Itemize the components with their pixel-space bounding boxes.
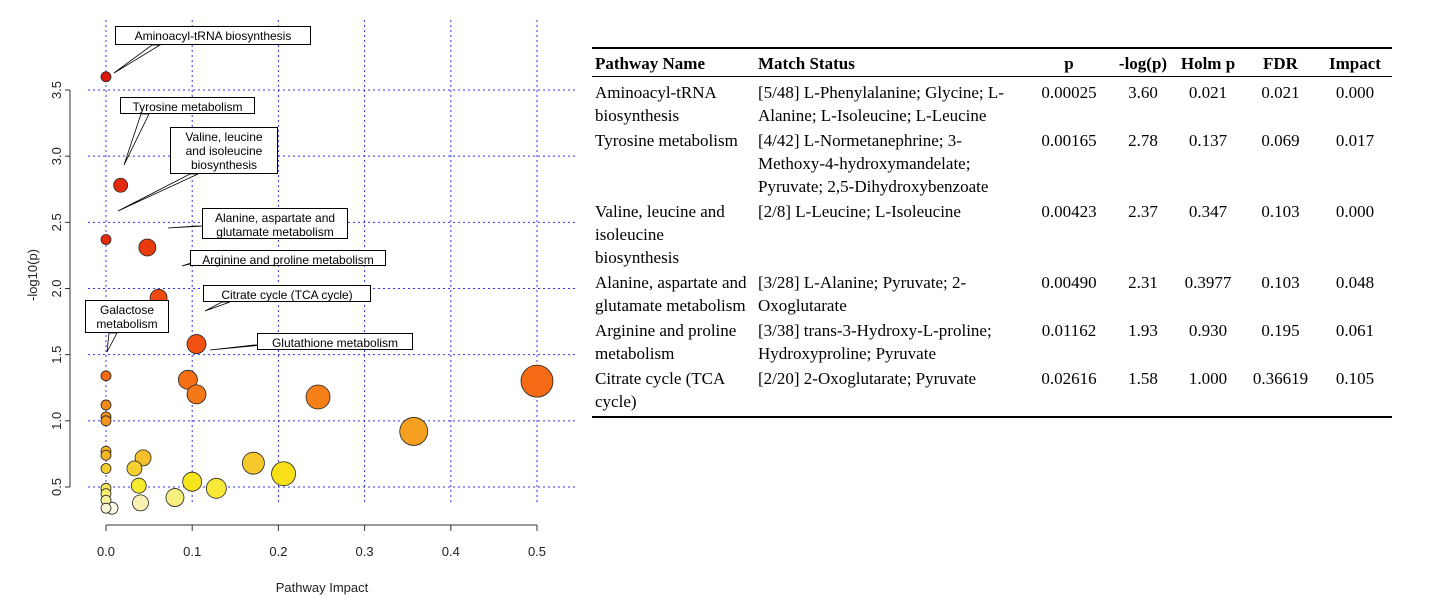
data-point [166,489,184,507]
x-tick-label: 0.1 [183,544,202,559]
fdr-cell: 0.021 [1261,83,1300,102]
fdr-cell: 0.195 [1261,321,1300,340]
col-fdr: FDR [1263,54,1298,73]
p-cell: 0.02616 [1041,369,1097,388]
col-pathway-name: Pathway Name [595,54,706,73]
p-cell: 0.00025 [1041,83,1097,102]
annotation-label: Tyrosine metabolism [120,97,255,114]
callout-pointer [114,45,160,73]
impact-cell: 0.061 [1335,321,1375,340]
x-tick-label: 0.4 [441,544,460,559]
annotation-label: Arginine and proline metabolism [190,250,386,266]
data-point [127,461,142,476]
pathway-name-cell: Valine, leucine and isoleucine biosynthesis [595,202,725,267]
x-tick-label: 0.5 [527,544,547,559]
holm-p-cell: 1.000 [1188,369,1228,388]
p-cell: 0.00165 [1041,131,1097,150]
annotation-label: Glutathione metabolism [257,333,413,350]
x-tick-label: 0.3 [355,544,374,559]
x-tick-label: 0.2 [269,544,288,559]
data-point [101,503,111,513]
fdr-cell: 0.103 [1261,202,1300,221]
x-tick-label: 0.0 [96,544,116,559]
table-row [592,128,1392,199]
table-row [592,199,1392,270]
annotation-label: Valine, leucine and isoleucine biosynthesis [170,127,278,174]
neglog-p-cell: 2.37 [1128,202,1158,221]
match-status-cell: [3/38] trans-3-Hydroxy-L-proline; Hydroxyproline; Pyruvate [758,321,992,363]
pathway-table [592,47,1392,418]
neglog-p-cell: 1.93 [1128,321,1158,340]
y-tick-label: 1.5 [49,345,64,364]
holm-p-cell: 0.347 [1188,202,1228,221]
callout-pointer [118,174,198,211]
data-point [101,72,111,82]
data-point [131,478,146,493]
table-row [592,77,1392,129]
y-tick-label: 3.0 [49,147,64,166]
holm-p-cell: 0.137 [1188,131,1228,150]
fdr-cell: 0.103 [1261,273,1300,292]
data-point [101,450,111,460]
annotation-label: Citrate cycle (TCA cycle) [203,285,371,302]
bubble-plot [0,0,580,598]
pathway-name-cell: Citrate cycle (TCA cycle) [595,369,725,411]
p-cell: 0.00490 [1041,273,1097,292]
annotation-label: Galactose metabolism [85,300,169,333]
p-cell: 0.01162 [1041,321,1097,340]
col-impact: Impact [1329,54,1381,73]
data-point [139,239,156,256]
holm-p-cell: 0.930 [1188,321,1228,340]
table-header-row [592,48,1392,77]
data-point [187,385,206,404]
data-point [306,385,330,409]
impact-cell: 0.017 [1335,131,1375,150]
y-tick-label: 0.5 [49,477,64,497]
callout-pointer [205,302,230,311]
data-point [101,400,111,410]
col-p: p [1064,54,1074,73]
match-status-cell: [3/28] L-Alanine; Pyruvate; 2-Oxoglutarate [758,273,967,315]
pathway-name-cell: Alanine, aspartate and glutamate metabolism [595,273,747,315]
y-tick-label: 2.5 [49,213,64,232]
col-holm-p: Holm p [1180,54,1236,73]
impact-cell: 0.105 [1335,369,1375,388]
pathway-name-cell: Tyrosine metabolism [595,131,738,150]
annotation-label: Alanine, aspartate and glutamate metabolism [202,208,348,239]
data-point [101,416,111,426]
pathway-name-cell: Aminoacyl-tRNA biosynthesis [595,83,716,125]
data-point [183,472,202,491]
neglog-p-cell: 2.78 [1128,131,1158,150]
table-row [592,318,1392,366]
p-cell: 0.00423 [1041,202,1097,221]
data-point [101,463,111,473]
y-tick-label: 3.5 [49,80,64,100]
data-point [206,478,226,498]
x-axis-label: Pathway Impact [275,580,369,595]
neglog-p-cell: 2.31 [1128,273,1158,292]
data-point [521,365,553,397]
match-status-cell: [2/8] L-Leucine; L-Isoleucine [758,202,961,221]
data-point [101,371,111,381]
pathway-name-cell: Arginine and proline metabolism [595,321,737,363]
callout-pointer [168,226,204,228]
fdr-cell: 0.36619 [1252,369,1309,388]
callout-pointer [124,114,149,165]
match-status-cell: [4/42] L-Normetanephrine; 3-Methoxy-4-hydroxymandelate; Pyruvate; 2,5-Dihydroxybenzoate [758,131,989,196]
table-row [592,270,1392,318]
impact-cell: 0.000 [1335,83,1375,102]
callout-pointer [210,345,262,350]
callout-pointer [107,333,117,352]
data-point [400,417,428,445]
fdr-cell: 0.069 [1261,131,1300,150]
y-tick-label: 2.0 [49,279,64,298]
y-axis-label: -log10(p) [25,248,40,302]
y-tick-label: 1.0 [49,411,64,430]
table-row [592,366,1392,417]
data-point [272,462,296,486]
pathway-table-container [592,47,1392,418]
neglog-p-cell: 3.60 [1128,83,1158,102]
data-point [114,178,128,192]
annotation-label: Aminoacyl-tRNA biosynthesis [115,26,311,45]
holm-p-cell: 0.021 [1188,83,1228,102]
match-status-cell: [5/48] L-Phenylalanine; Glycine; L-Alanine; L-Isoleucine; L-Leucine [758,83,1004,125]
impact-cell: 0.048 [1335,273,1375,292]
data-point [242,452,264,474]
impact-cell: 0.000 [1335,202,1375,221]
data-point [187,335,206,354]
match-status-cell: [2/20] 2-Oxoglutarate; Pyruvate [758,369,977,388]
holm-p-cell: 0.3977 [1184,273,1232,292]
col-neglog-p: -log(p) [1118,54,1168,73]
col-match-status: Match Status [758,54,855,73]
neglog-p-cell: 1.58 [1128,369,1158,388]
data-point [101,235,111,245]
data-point [132,495,148,511]
